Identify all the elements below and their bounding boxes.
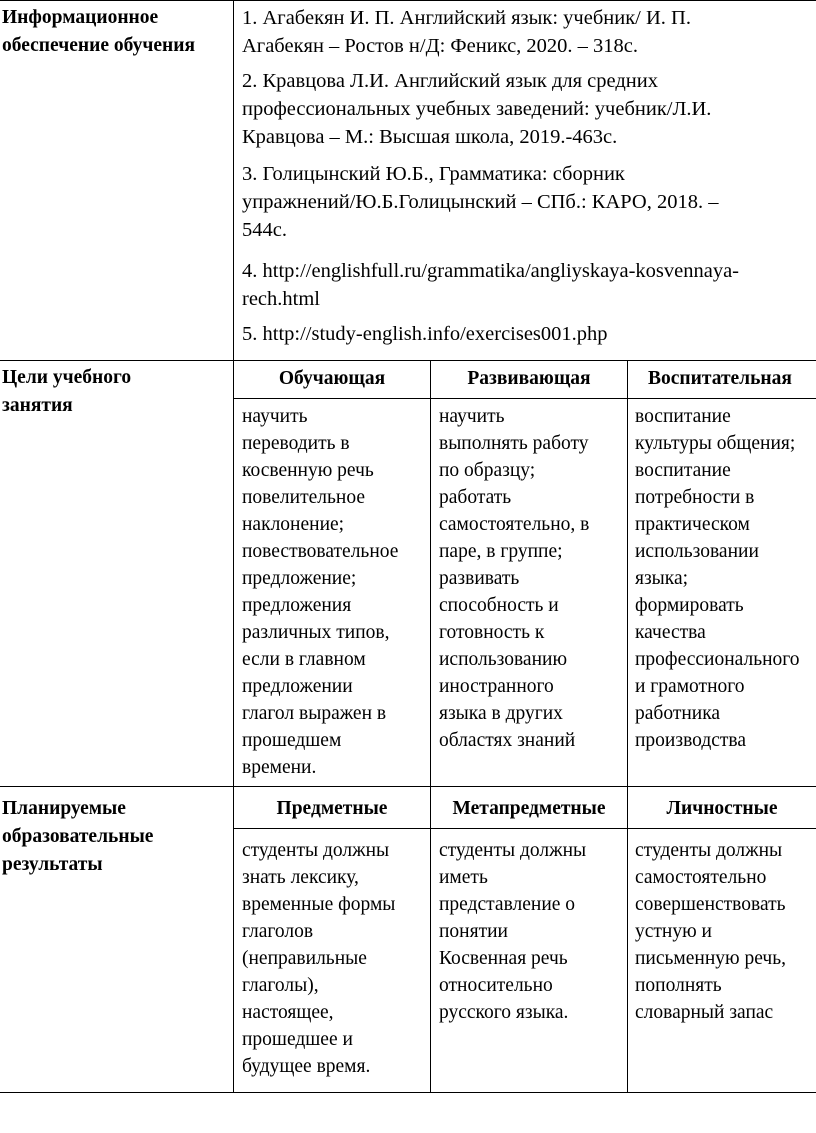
info-item-4-line: 4. http://englishfull.ru/grammatika/angliyskaya-kosvennaya- <box>242 260 740 282</box>
results-cell-line: (неправильные <box>242 948 367 969</box>
goals-cell-line: переводить в <box>242 433 350 454</box>
goals-cell-line: самостоятельно, в <box>439 514 590 535</box>
info-item-1-line: Агабекян – Ростов н/Д: Феникс, 2020. – 318с. <box>242 35 639 57</box>
results-label: Планируемые образовательные результаты <box>2 798 154 875</box>
results-cell-line: устную и <box>635 921 712 942</box>
goals-cell-line: работать <box>439 487 512 508</box>
goals-cell-line: иностранного <box>439 676 554 697</box>
results-cell-line: совершенствовать <box>635 894 786 915</box>
goals-cell-line: использовании <box>635 541 759 562</box>
goals-cell-line: потребности в <box>635 487 755 508</box>
results-cell-line: студенты должны <box>242 840 390 861</box>
results-cell-line: глаголы), <box>242 975 319 996</box>
goals-header-educational: Воспитательная <box>648 368 792 389</box>
info-item-3-line: 544с. <box>242 219 287 241</box>
results-cell-line: самостоятельно <box>635 867 767 888</box>
goals-label: Цели учебного занятия <box>2 367 132 416</box>
goals-cell-line: глагол выражен в <box>242 703 387 724</box>
goals-cell-line: работника <box>635 703 721 724</box>
goals-cell-developing <box>439 403 629 754</box>
results-cell-line: пополнять <box>635 975 722 996</box>
goals-cell-line: языка; <box>635 568 689 589</box>
goals-cell-line: воспитание <box>635 460 731 481</box>
info-item-5 <box>242 320 816 348</box>
goals-cell-line: времени. <box>242 757 317 778</box>
info-item-2 <box>242 67 816 151</box>
goals-cell-line: готовность к <box>439 622 545 643</box>
results-cell-line: глаголов <box>242 921 314 942</box>
goals-cell-educational <box>635 403 816 754</box>
goals-cell-line: способность и <box>439 595 559 616</box>
goals-cell-line: качества <box>635 622 706 643</box>
goals-cell-line: научить <box>439 406 505 427</box>
goals-cell-line: областях знаний <box>439 730 576 751</box>
info-item-3-line: упражнений/Ю.Б.Голицынский – СПб.: КАРО, 2018. – <box>242 191 719 213</box>
results-cell-line: словарный запас <box>635 1002 774 1023</box>
goals-cell-line: практическом <box>635 514 750 535</box>
results-header-personal: Личностные <box>666 798 778 819</box>
results-cell-line: студенты должны <box>439 840 587 861</box>
info-item-3-line: 3. Голицынский Ю.Б., Грамматика: сборник <box>242 163 625 185</box>
info-item-4 <box>242 257 816 313</box>
results-cell-line: относительно <box>439 975 553 996</box>
table-top-border <box>0 0 816 1</box>
results-cell-line: представление о <box>439 894 576 915</box>
info-item-3 <box>242 160 816 244</box>
row-divider-goals-results <box>0 786 816 787</box>
results-cell-line: письменную речь, <box>635 948 786 969</box>
goals-cell-line: выполнять работу <box>439 433 589 454</box>
label-column-divider <box>233 0 234 1092</box>
info-item-4-line: rech.html <box>242 288 320 310</box>
results-header-divider <box>233 828 816 829</box>
results-cell-line: настоящее, <box>242 1002 334 1023</box>
goals-cell-line: развивать <box>439 568 520 589</box>
results-cell-line: иметь <box>439 867 488 888</box>
results-cell-line: временные формы <box>242 894 396 915</box>
results-cell-metasubject <box>439 837 629 1026</box>
results-header-metasubject: Метапредметные <box>452 798 606 819</box>
goals-cell-line: предложения <box>242 595 352 616</box>
goals-cell-line: языка в других <box>439 703 563 724</box>
goals-cell-line: воспитание <box>635 406 731 427</box>
row-divider-info-goals <box>0 360 816 361</box>
goals-cell-line: по образцу; <box>439 460 536 481</box>
goals-cell-line: наклонение; <box>242 514 345 535</box>
results-cell-line: знать лексику, <box>242 867 359 888</box>
results-cell-subject <box>242 837 434 1080</box>
results-header-subject: Предметные <box>276 798 388 819</box>
results-cell-line: студенты должны <box>635 840 783 861</box>
results-cell-line: русского языка. <box>439 1002 569 1023</box>
goals-cell-teaching <box>242 403 434 781</box>
goals-cell-line: если в главном <box>242 649 366 670</box>
goals-cell-line: повелительное <box>242 487 365 508</box>
goals-cell-line: повествовательное <box>242 541 399 562</box>
goals-header-divider <box>233 398 816 399</box>
goals-cell-line: предложении <box>242 676 353 697</box>
goals-header-teaching: Обучающая <box>278 368 386 389</box>
goals-cell-line: научить <box>242 406 308 427</box>
info-item-2-line: профессиональных учебных заведений: учебник/Л.И. <box>242 98 712 120</box>
goals-cell-line: различных типов, <box>242 622 390 643</box>
info-item-2-line: 2. Кравцова Л.И. Английский язык для средних <box>242 70 658 92</box>
goals-cell-line: паре, в группе; <box>439 541 563 562</box>
goals-cell-line: культуры общения; <box>635 433 796 454</box>
results-cell-personal <box>635 837 816 1026</box>
results-cell-line: понятии <box>439 921 508 942</box>
goals-cell-line: использованию <box>439 649 568 670</box>
results-cell-line: прошедшее и <box>242 1029 353 1050</box>
goals-cell-line: формировать <box>635 595 744 616</box>
goals-header-developing: Развивающая <box>467 368 591 389</box>
results-cell-line: будущее время. <box>242 1056 371 1077</box>
info-item-1-line: 1. Агабекян И. П. Английский язык: учебник/ И. П. <box>242 7 691 29</box>
table-bottom-border <box>0 1092 816 1093</box>
info-label: Информационное обеспечение обучения <box>2 7 196 56</box>
info-item-5-line: 5. http://study-english.info/exercises001.php <box>242 323 608 345</box>
results-cell-line: Косвенная речь <box>439 948 568 969</box>
goals-cell-line: профессионального <box>635 649 800 670</box>
info-item-1 <box>242 4 816 60</box>
goals-cell-line: косвенную речь <box>242 460 374 481</box>
goals-cell-line: производства <box>635 730 747 751</box>
info-item-2-line: Кравцова – М.: Высшая школа, 2019.-463с. <box>242 126 618 148</box>
goals-cell-line: прошедшем <box>242 730 342 751</box>
goals-cell-line: предложение; <box>242 568 357 589</box>
goals-cell-line: и грамотного <box>635 676 745 697</box>
